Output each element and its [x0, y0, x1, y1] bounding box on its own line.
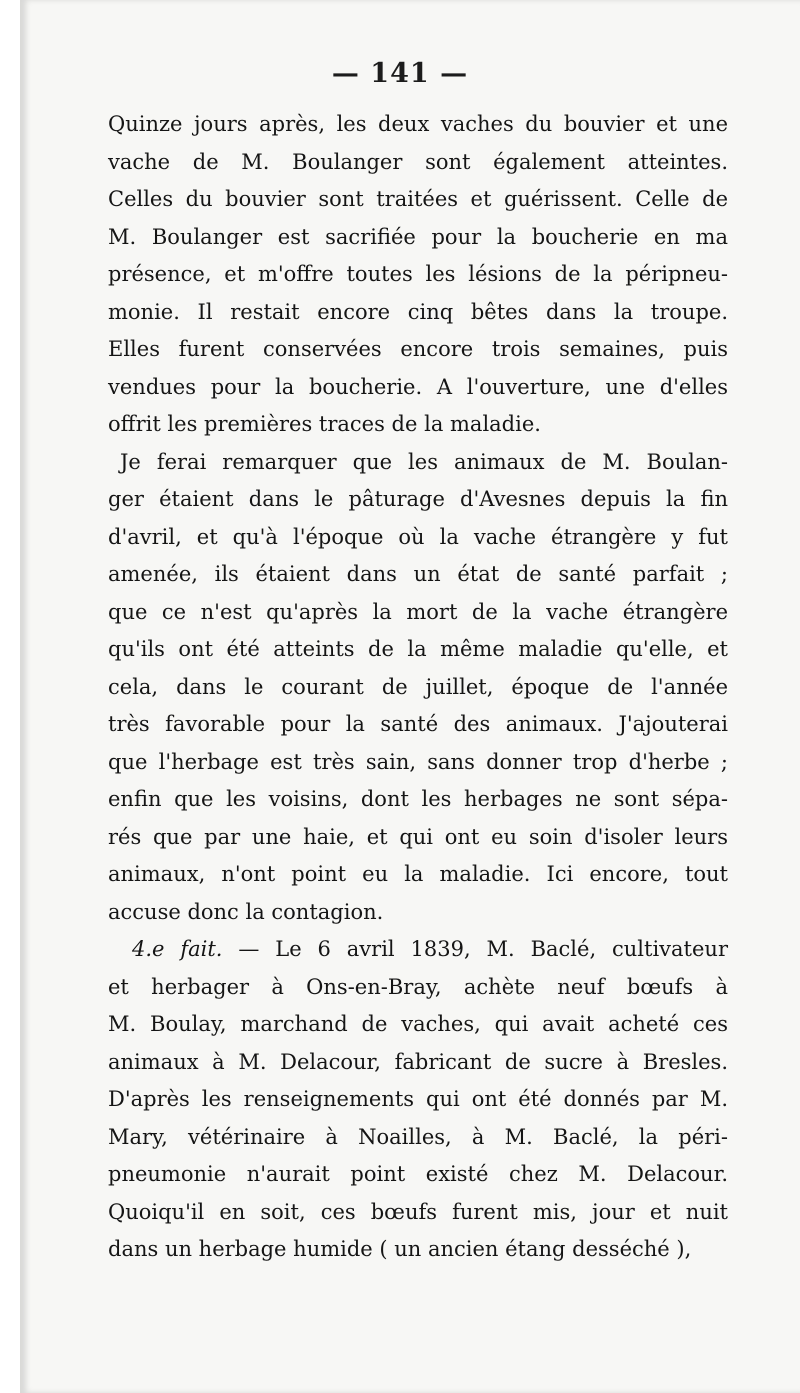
text-line: animaux à M. Delacour, fabricant de sucre à Bresles. — [108, 1049, 728, 1074]
text-line: offrit les premières traces de la maladie. — [108, 412, 541, 436]
fact-heading-line — [108, 931, 728, 969]
text-line: D'après les renseignements qui ont été donnés par M. — [108, 1087, 728, 1111]
text-line: qu'ils ont été atteints de la même maladie qu'elle, et — [108, 637, 728, 661]
text-line: très favorable pour la santé des animaux. J'ajouterai — [108, 712, 728, 736]
text-line: Elles furent conservées encore trois semaines, puis — [108, 337, 728, 361]
text-line: et herbager à Ons-en-Bray, achète neuf bœufs à — [108, 974, 728, 999]
fact-label: 4.e fait. — [132, 937, 223, 961]
text-line: Mary, vétérinaire à Noailles, à M. Baclé, la péri- — [108, 1124, 728, 1149]
fact-first-line: — Le 6 avril 1839, M. Baclé, cultivateur — [238, 937, 728, 961]
text-line: que l'herbage est très sain, sans donner trop d'herbe ; — [108, 749, 728, 774]
text-line: animaux, n'ont point eu la maladie. Ici encore, tout — [108, 862, 728, 886]
text-line: Quinze jours après, les deux vaches du bouvier et une — [108, 112, 728, 136]
text-line: monie. Il restait encore cinq bêtes dans la troupe. — [108, 299, 728, 324]
text-line: vendues pour la boucherie. A l'ouverture, une d'elles — [108, 374, 728, 399]
text-line: M. Boulanger est sacrifiée pour la boucherie en ma — [108, 224, 728, 249]
text-line: rés que par une haie, et qui ont eu soin d'isoler leurs — [108, 824, 728, 849]
text-line: que ce n'est qu'après la mort de la vache étrangère — [108, 599, 728, 624]
text-line: ger étaient dans le pâturage d'Avesnes depuis la fin — [108, 487, 728, 511]
text-line: pneumonie n'aurait point existé chez M. Delacour. — [108, 1162, 728, 1186]
text-line: cela, dans le courant de juillet, époque de l'année — [108, 674, 728, 699]
text-line: Celles du bouvier sont traitées et guérissent. Celle de — [108, 187, 728, 211]
text-line: enfin que les voisins, dont les herbages ne sont sépa- — [108, 787, 728, 811]
text-line: M. Boulay, marchand de vaches, qui avait acheté ces — [108, 1012, 728, 1036]
text-line: Je ferai remarquer que les animaux de M. Boulan- — [120, 449, 728, 474]
left-margin-strip — [0, 0, 20, 1393]
text-line: Quoiqu'il en soit, ces bœufs furent mis, jour et nuit — [108, 1199, 728, 1224]
text-line: dans un herbage humide ( un ancien étang desséché ), — [108, 1237, 692, 1261]
text-line: accuse donc la contagion. — [108, 899, 384, 924]
text-line: d'avril, et qu'à l'époque où la vache étrangère y fut — [108, 524, 728, 549]
text-line: présence, et m'offre toutes les lésions de la péripneu- — [108, 262, 728, 286]
body-text — [108, 106, 728, 1269]
page-number: — 141 — — [331, 58, 469, 89]
text-line: vache de M. Boulanger sont également atteintes. — [108, 149, 728, 174]
text-line: amenée, ils étaient dans un état de santé parfait ; — [108, 562, 728, 586]
